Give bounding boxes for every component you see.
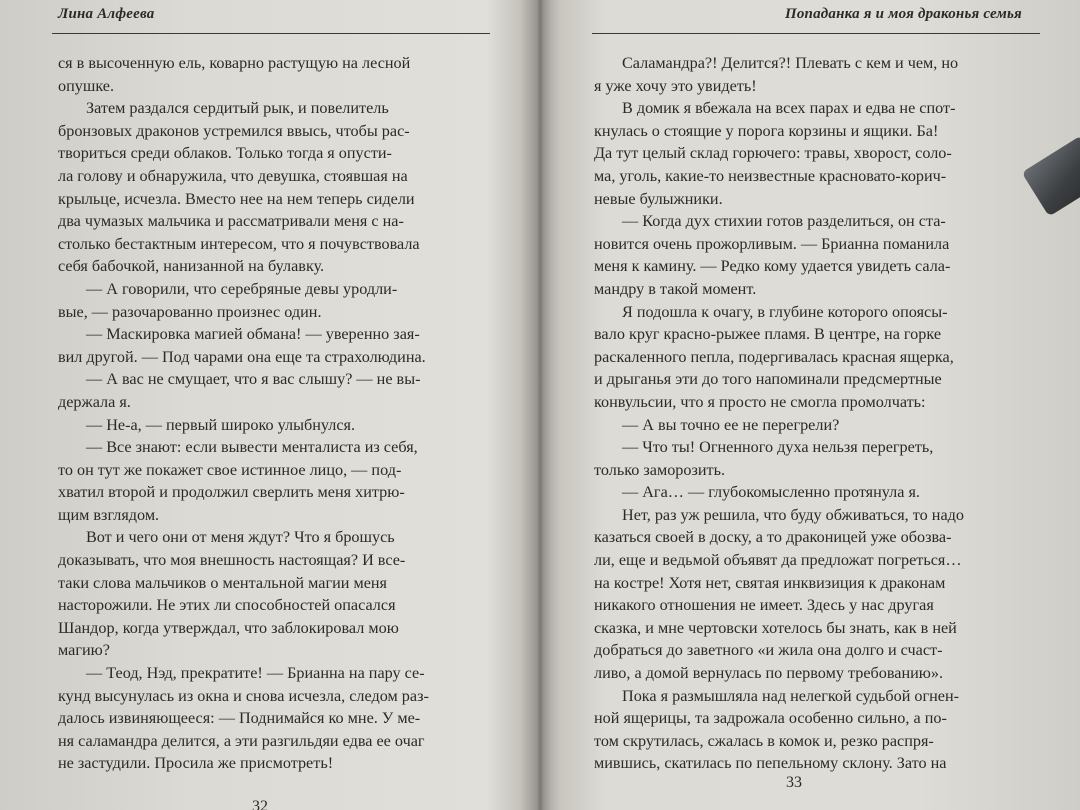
- text-line: и дрыганья эти до того напоминали предсмертные: [594, 370, 942, 389]
- text-line: — Не-а, — первый широко улыбнулся.: [86, 415, 356, 434]
- text-line: вил другой. — Под чарами она еще та страхолюдина.: [58, 347, 426, 366]
- header-rule: [52, 33, 490, 34]
- running-head-title: Попаданка я и моя драконья семья: [784, 6, 1022, 22]
- text-line: В домик я вбежала на всех парах и едва не спот-: [622, 99, 956, 118]
- text-line: Вот и чего они от меня ждут? Что я брошусь: [86, 528, 395, 547]
- text-line: — А вас не смущает, что я вас слышу? — не вы-: [86, 370, 421, 389]
- text-line: Я подошла к очагу, в глубине которого опоясы-: [622, 302, 948, 321]
- text-line: таки слова мальчиков о ментальной магии меня: [58, 573, 387, 592]
- text-line: Затем раздался сердитый рык, и повелитель: [86, 99, 389, 118]
- text-line: ли, еще и ведьмой объявят да предложат погреться…: [594, 551, 962, 570]
- text-line: Нет, раз уж решила, что буду обживаться, то надо: [622, 505, 964, 524]
- text-line: Шандор, когда утверждал, что заблокировал мою: [58, 618, 399, 637]
- text-line: никакого отношения не имеет. Здесь у нас другая: [594, 596, 934, 615]
- page-number: 32: [252, 798, 268, 810]
- text-line: кнулась о стоящие у порога корзины и ящики. Ба!: [594, 121, 939, 140]
- header-rule: [592, 33, 1040, 34]
- text-line: доказывать, что моя внешность настоящая? И все-: [58, 551, 406, 570]
- text-line: бронзовых драконов устремился ввысь, чтобы рас-: [58, 121, 410, 140]
- text-line: вало круг красно-рыжее пламя. В центре, на горке: [594, 325, 942, 344]
- text-line: раскаленного пепла, подергивалась красная ящерка,: [594, 347, 954, 366]
- text-line: том скрутилась, сжалась в комок и, резко распря-: [594, 731, 934, 750]
- text-line: насторожили. Не этих ли способностей опасался: [58, 596, 396, 615]
- text-line: — А вы точно ее не перегрели?: [622, 415, 840, 434]
- text-line: ма, уголь, какие-то неизвестные красновато-корич-: [594, 166, 947, 185]
- text-line: мившись, скатилась по пепельному склону. Зато на: [594, 754, 947, 773]
- text-line: далось извиняющееся: — Поднимайся ко мне. У ме-: [58, 709, 421, 728]
- text-line: опушке.: [58, 76, 115, 95]
- text-line: ся в высоченную ель, коварно растущую на лесной: [58, 54, 411, 72]
- text-line: на костре! Хотя нет, святая инквизиция к драконам: [594, 573, 946, 592]
- text-line: невые булыжники.: [594, 189, 723, 208]
- text-line: — Когда дух стихии готов разделиться, он ста-: [622, 212, 946, 231]
- text-line: Да тут целый склад горючего: травы, хворост, соло-: [594, 144, 952, 163]
- text-line: ной ящерицы, та задрожала особенно сильно, а по-: [594, 709, 947, 728]
- left-page: [0, 0, 532, 810]
- right-page-body: [594, 52, 1042, 775]
- text-line: Пока я размышляла над нелегкой судьбой огнен-: [622, 686, 960, 705]
- text-line: вые, — разочарованно произнес один.: [58, 302, 322, 321]
- text-line: мандру в такой момент.: [594, 279, 757, 298]
- text-line: твориться среди облаков. Только тогда я опусти-: [58, 144, 392, 163]
- text-line: хватил второй и продолжил сверлить меня хитрю-: [58, 483, 405, 502]
- left-page-body: [58, 52, 488, 775]
- text-line: держала я.: [58, 392, 131, 411]
- text-line: конвульсии, что я просто не смогла промолчать:: [594, 392, 926, 411]
- text-line: магию?: [58, 641, 110, 660]
- text-line: кунд высунулась из окна и снова исчезла, следом раз-: [58, 686, 429, 705]
- text-line: ня саламандра делится, а эти разгильдяи едва ее очаг: [58, 731, 425, 750]
- text-line: добраться до заветного «и жила она долго и счаст-: [594, 641, 943, 660]
- text-line: себя бабочкой, нанизанной на булавку.: [58, 257, 325, 276]
- text-line: столько бестактным интересом, что я почувствовала: [58, 234, 420, 253]
- text-line: казаться своей в доску, а то драконицей уже обозва-: [594, 528, 952, 547]
- right-page: [548, 0, 1080, 810]
- text-line: — Теод, Нэд, прекратите! — Брианна на пару се-: [86, 664, 425, 683]
- text-line: крыльце, исчезла. Вместо нее на нем теперь сидели: [58, 189, 415, 208]
- text-line: не застудили. Просила же присмотреть!: [58, 754, 334, 773]
- text-line: — А говорили, что серебряные девы уродли-: [86, 279, 398, 298]
- text-line: щим взглядом.: [58, 505, 160, 524]
- text-line: — Что ты! Огненного духа нельзя перегреть,: [622, 438, 934, 457]
- text-line: — Маскировка магией обмана! — уверенно зая-: [86, 325, 420, 344]
- text-line: — Все знают: если вывести менталиста из себя,: [86, 438, 418, 457]
- text-line: новится очень прожорливым. — Брианна поманила: [594, 234, 950, 253]
- text-line: Саламандра?! Делится?! Плевать с кем и чем, но: [622, 54, 959, 72]
- text-line: только заморозить.: [594, 460, 726, 479]
- text-line: меня к камину. — Редко кому удается увидеть сала-: [594, 257, 951, 276]
- running-head-author: Лина Алфеева: [58, 6, 155, 22]
- text-line: я уже хочу это увидеть!: [594, 76, 757, 95]
- text-line: — Ага… — глубокомысленно протянула я.: [622, 483, 920, 502]
- text-line: ливо, а домой вернулась по первому требованию».: [594, 664, 944, 683]
- text-line: то он тут же покажет свое истинное лицо, — под-: [58, 460, 402, 479]
- text-line: ла голову и обнаружила, что девушка, стоявшая на: [58, 166, 408, 185]
- text-line: сказка, и мне чертовски хотелось бы знать, как в ней: [594, 618, 957, 637]
- text-line: два чумазых мальчика и рассматривали меня с на-: [58, 212, 404, 231]
- page-number: 33: [786, 774, 802, 791]
